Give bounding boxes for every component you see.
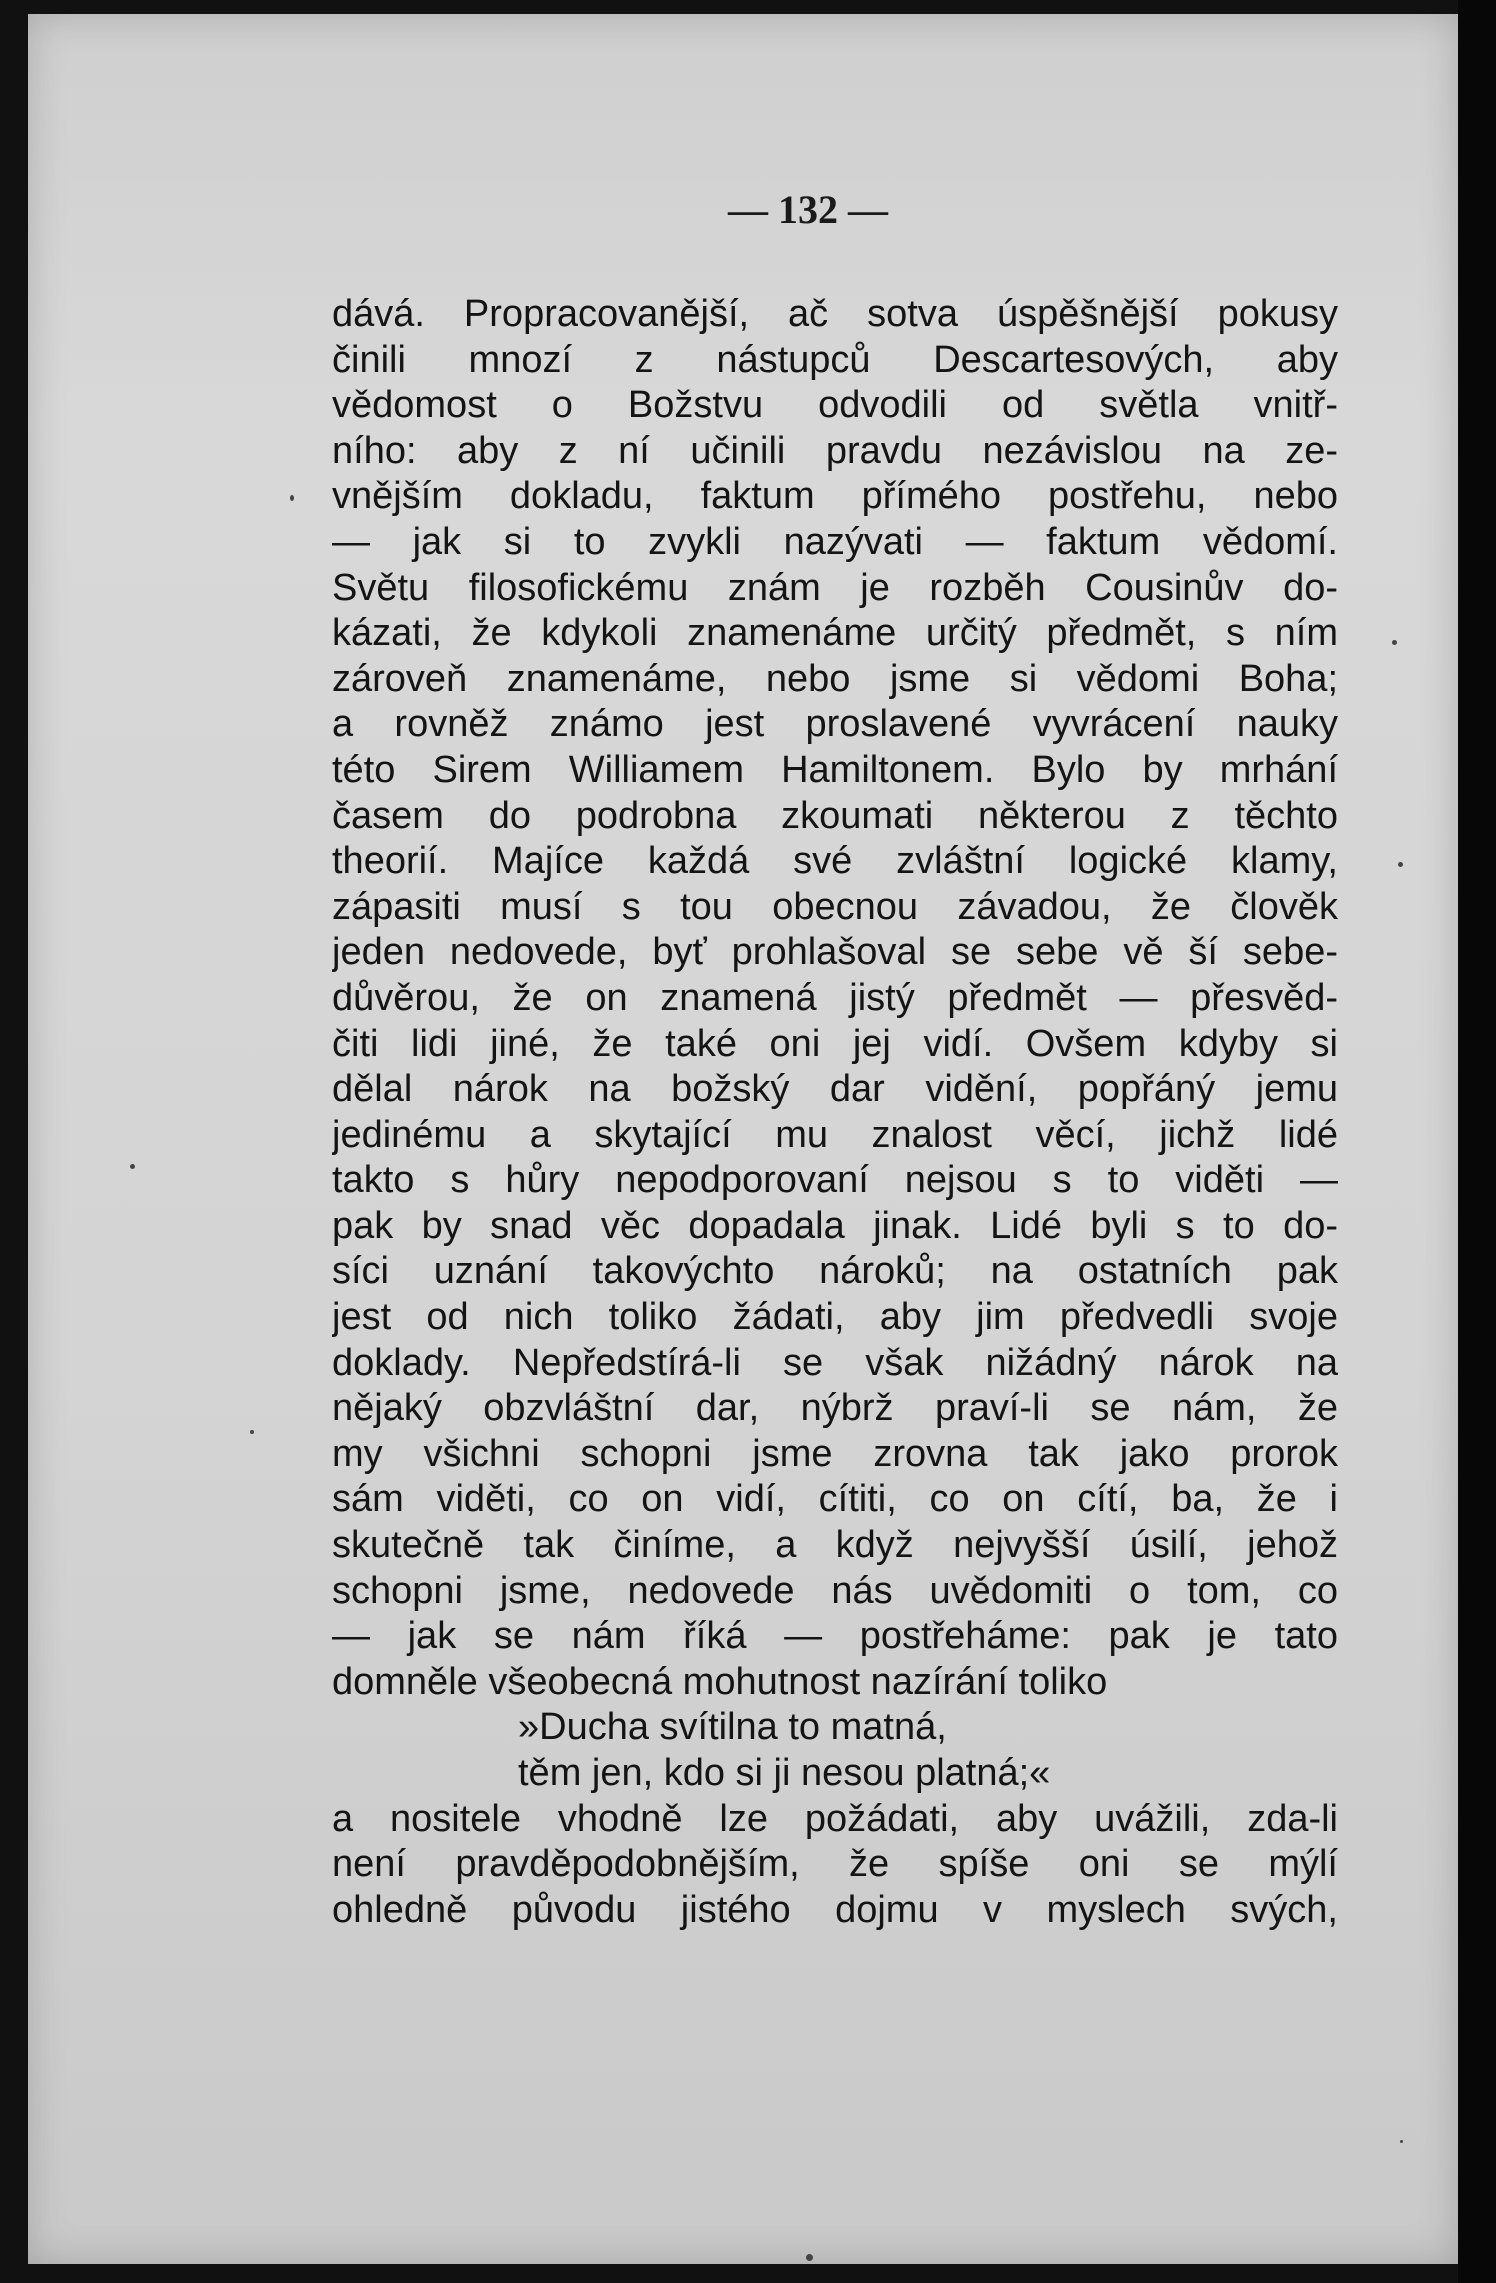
text-line: nějaký obzvláštní dar, nýbrž praví-li se nám, že: [332, 1387, 1338, 1430]
text-line: ního: aby z ní učinili pravdu nezávislou na ze-: [332, 429, 1338, 472]
scan-speck: [1400, 2140, 1403, 2143]
text-line: vědomost o Božstvu odvodili od světla vnitř-: [332, 384, 1338, 427]
body-text: [332, 292, 1338, 1933]
text-line: této Sirem Williamem Hamiltonem. Bylo by mrhání: [332, 748, 1338, 791]
scan-speck: [290, 495, 294, 501]
text-line: takto s hůry nepodporovaní nejsou s to viděti —: [332, 1159, 1338, 1202]
text-line: ohledně původu jistého dojmu v myslech svých,: [332, 1888, 1338, 1931]
text-line: síci uznání takovýchto nároků; na ostatních pak: [332, 1250, 1338, 1293]
text-line: činili mnozí z nástupců Descartesových, aby: [332, 338, 1338, 381]
verse-line: těm jen, kdo si ji nesou platná;«: [518, 1752, 1051, 1794]
text-line: sám viděti, co on vidí, cítiti, co on cítí, ba, že i: [332, 1478, 1338, 1521]
text-line: dává. Propracovanější, ač sotva úspěšnější pokusy: [332, 293, 1338, 335]
text-line: theorií. Majíce každá své zvláštní logické klamy,: [332, 840, 1338, 883]
text-line: — jak se nám říká — postřeháme: pak je tato: [332, 1615, 1338, 1658]
text-line: — jak si to zvykli nazývati — faktum vědomí.: [332, 520, 1338, 563]
text-line: jest od nich toliko žádati, aby jim předvedli svoje: [332, 1296, 1338, 1339]
text-line: jeden nedovede, byť prohlašoval se sebe vě ší sebe-: [332, 931, 1338, 974]
scan-speck: [1392, 640, 1397, 645]
scan-speck: [130, 1164, 135, 1169]
text-line: a rovněž známo jest proslavené vyvrácení nauky: [332, 703, 1338, 746]
text-line: schopni jsme, nedovede nás uvědomiti o tom, co: [332, 1569, 1338, 1612]
text-line: skutečně tak činíme, a když nejvyšší úsilí, jehož: [332, 1524, 1338, 1567]
text-line: čiti lidi jiné, že také oni jej vidí. Ovšem kdyby si: [332, 1022, 1338, 1065]
text-line: časem do podrobna zkoumati některou z těchto: [332, 794, 1338, 837]
text-line: doklady. Nepředstírá-li se však nižádný nárok na: [332, 1341, 1338, 1384]
scan-speck: [806, 2254, 813, 2261]
book-edge: [1458, 0, 1496, 2283]
text-line: kázati, že kdykoli znamenáme určitý předmět, s ním: [332, 612, 1338, 655]
text-line: není pravděpodobnějším, že spíše oni se mýlí: [332, 1843, 1338, 1886]
page-number: — 132 —: [728, 187, 888, 232]
text-line: dělal nárok na božský dar vidění, popřáný jemu: [332, 1068, 1338, 1111]
text-line: my všichni schopni jsme zrovna tak jako prorok: [332, 1432, 1338, 1475]
verse-line: »Ducha svítilna to matná,: [518, 1706, 947, 1749]
text-line: jedinému a skytající mu znalost věcí, jichž lidé: [332, 1113, 1338, 1156]
text-line: domněle všeobecná mohutnost nazírání toliko: [332, 1660, 1108, 1703]
text-line: a nositele vhodně lze požádati, aby uvážili, zda-li: [332, 1797, 1338, 1840]
text-line: zápasiti musí s tou obecnou závadou, že člověk: [332, 885, 1338, 928]
text-line: pak by snad věc dopadala jinak. Lidé byli s to do-: [332, 1204, 1338, 1247]
scan-speck: [1398, 862, 1403, 867]
text-line: vnějším dokladu, faktum přímého postřehu, nebo: [332, 475, 1338, 518]
text-line: důvěrou, že on znamená jistý předmět — přesvěd-: [332, 976, 1338, 1019]
text-line: Světu filosofickému znám je rozběh Cousinův do-: [332, 566, 1338, 609]
scan-speck: [250, 1430, 254, 1434]
text-line: zároveň znamenáme, nebo jsme si vědomi Boha;: [332, 657, 1338, 700]
